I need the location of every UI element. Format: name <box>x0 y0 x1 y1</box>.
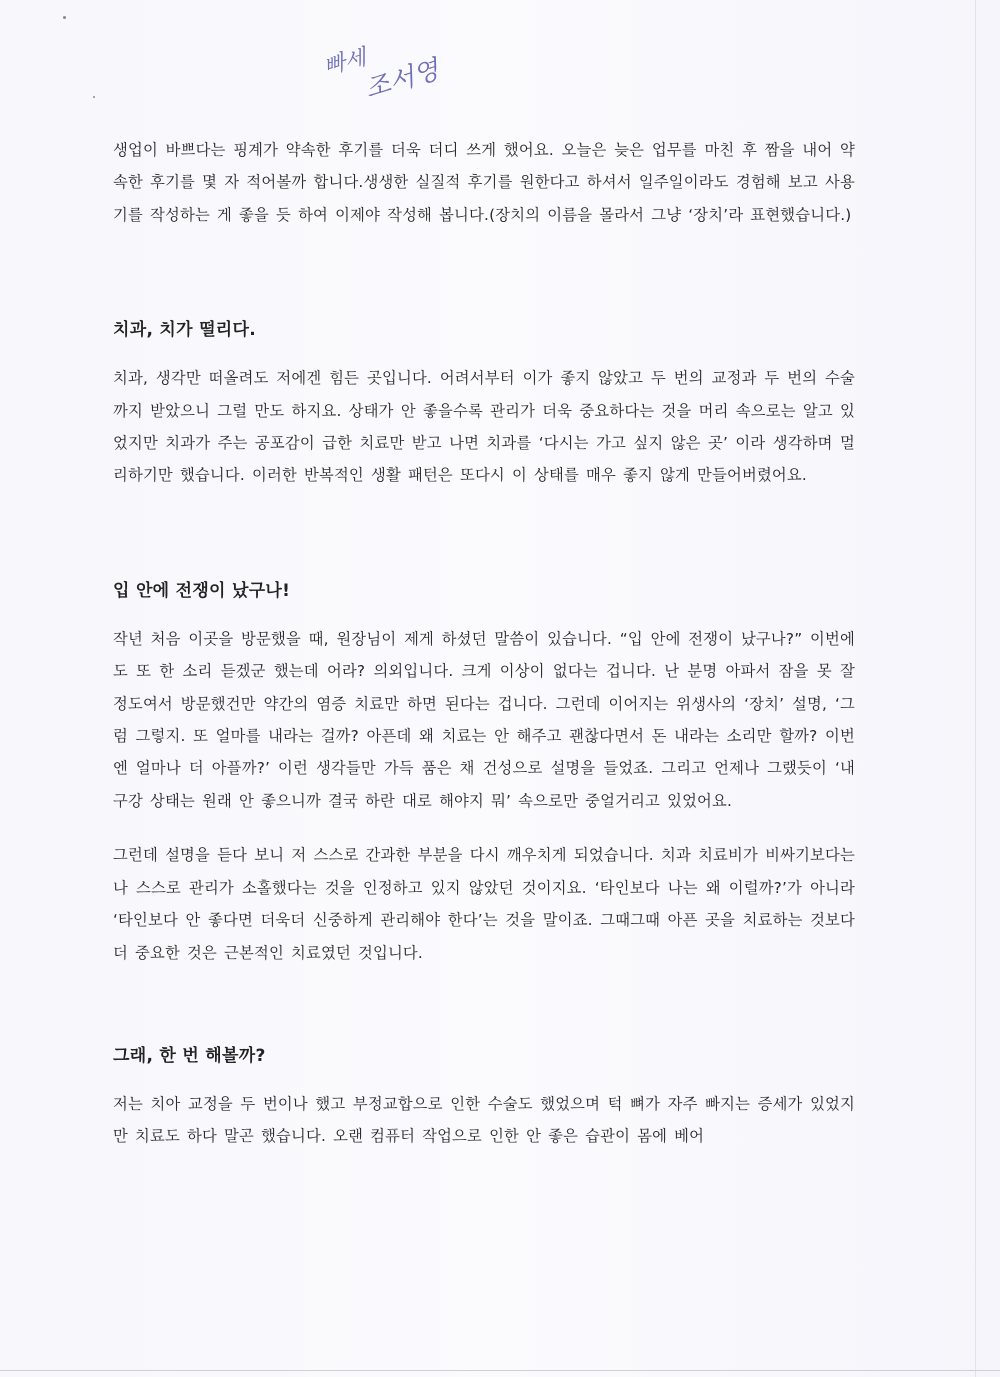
intro-paragraph: 생업이 바쁘다는 핑계가 약속한 후기를 더욱 더디 쓰게 했어요. 오늘은 늦은 업무를 마친 후 짬을 내어 약속한 후기를 몇 자 적어볼까 합니다.생생한 실질적 후기를 원한다고 하셔서 일주일이라도 경험해 보고 사용기를 작성하는 게 좋을 듯 하여 이제야 작성해 봅니다.(장치의 이름을 몰라서 그냥 ‘장치’라 표현했습니다.) <box>113 141 855 224</box>
scan-speck <box>63 16 66 19</box>
dentist-paragraph: 치과, 생각만 떠올려도 저에겐 힘든 곳입니다. 어려서부터 이가 좋지 않았고 두 번의 교정과 두 번의 수술까지 받았으니 그럴 만도 하지요. 상태가 안 좋을수록 관리가 더욱 중요하다는 것을 머리 속으로는 알고 있었지만 치과가 주는 공포감이 급한 치료만 받고 나면 치과를 ‘다시는 가고 싶지 않은 곳’ 이라 생각하며 멀리하기만 했습니다. 이러한 반복적인 생활 패턴은 또다시 이 상태를 매우 좋지 않게 만들어버렸어요. <box>113 369 855 485</box>
try-paragraph: 저는 치아 교정을 두 번이나 했고 부정교합으로 인한 수술도 했었으며 턱 뼈가 자주 빠지는 증세가 있었지만 치료도 하다 말곤 했습니다. 오랜 컴퓨터 작업으로 인한 안 좋은 습관이 몸에 베어 <box>113 1094 855 1146</box>
handwritten-note <box>322 40 482 110</box>
section-heading-dentist: 치과, 치가 떨리다. <box>113 320 257 341</box>
scan-edge-line <box>975 0 976 1377</box>
scan-speck <box>93 96 95 98</box>
handwritten-line-2: 조서영 <box>361 55 443 105</box>
war-paragraph-2: 그런데 설명을 듣다 보니 저 스스로 간과한 부분을 다시 깨우치게 되었습니다. 치과 치료비가 비싸기보다는 나 스스로 관리가 소홀했다는 것을 인정하고 있지 않았던 것이지요. ‘타인보다 나는 왜 이럴까?’가 아니라 ‘타인보다 안 좋다면 더욱더 신중하게 관리해야 한다’는 것을 말이죠. 그때그때 아픈 곳을 치료하는 것보다 더 중요한 것은 근본적인 치료였던 것입니다. <box>113 846 855 962</box>
war-paragraph-1: 작년 처음 이곳을 방문했을 때, 원장님이 제게 하셨던 말씀이 있습니다. “입 안에 전쟁이 났구나?” 이번에도 또 한 소리 듣겠군 했는데 어라? 의외입니다. 크게 이상이 없다는 겁니다. 난 분명 아파서 잠을 못 잘 정도여서 방문했건만 약간의 염증 치료만 하면 된다는 겁니다. 그런데 이어지는 위생사의 ‘장치’ 설명, ‘그럼 그렇지. 또 얼마를 내라는 걸까? 아픈데 왜 치료는 안 해주고 괜찮다면서 돈 내라는 소리만 할까? 이번엔 얼마나 더 아플까?’ 이런 생각들만 가득 품은 채 건성으로 설명을 들었죠. 그리고 언제나 그랬듯이 ‘내 구강 상태는 원래 안 좋으니까 결국 하란 대로 해야지 뭐’ 속으로만 중얼거리고 있었어요. <box>113 629 855 810</box>
handwritten-note-drawing <box>322 40 482 110</box>
section-heading-try: 그래, 한 번 해볼까? <box>113 1045 266 1066</box>
section-heading-war: 입 안에 전쟁이 났구나! <box>113 580 291 601</box>
document-body <box>113 134 855 1153</box>
handwritten-line-1: 빠세 <box>322 45 369 80</box>
scan-bottom-line <box>0 1370 1000 1371</box>
